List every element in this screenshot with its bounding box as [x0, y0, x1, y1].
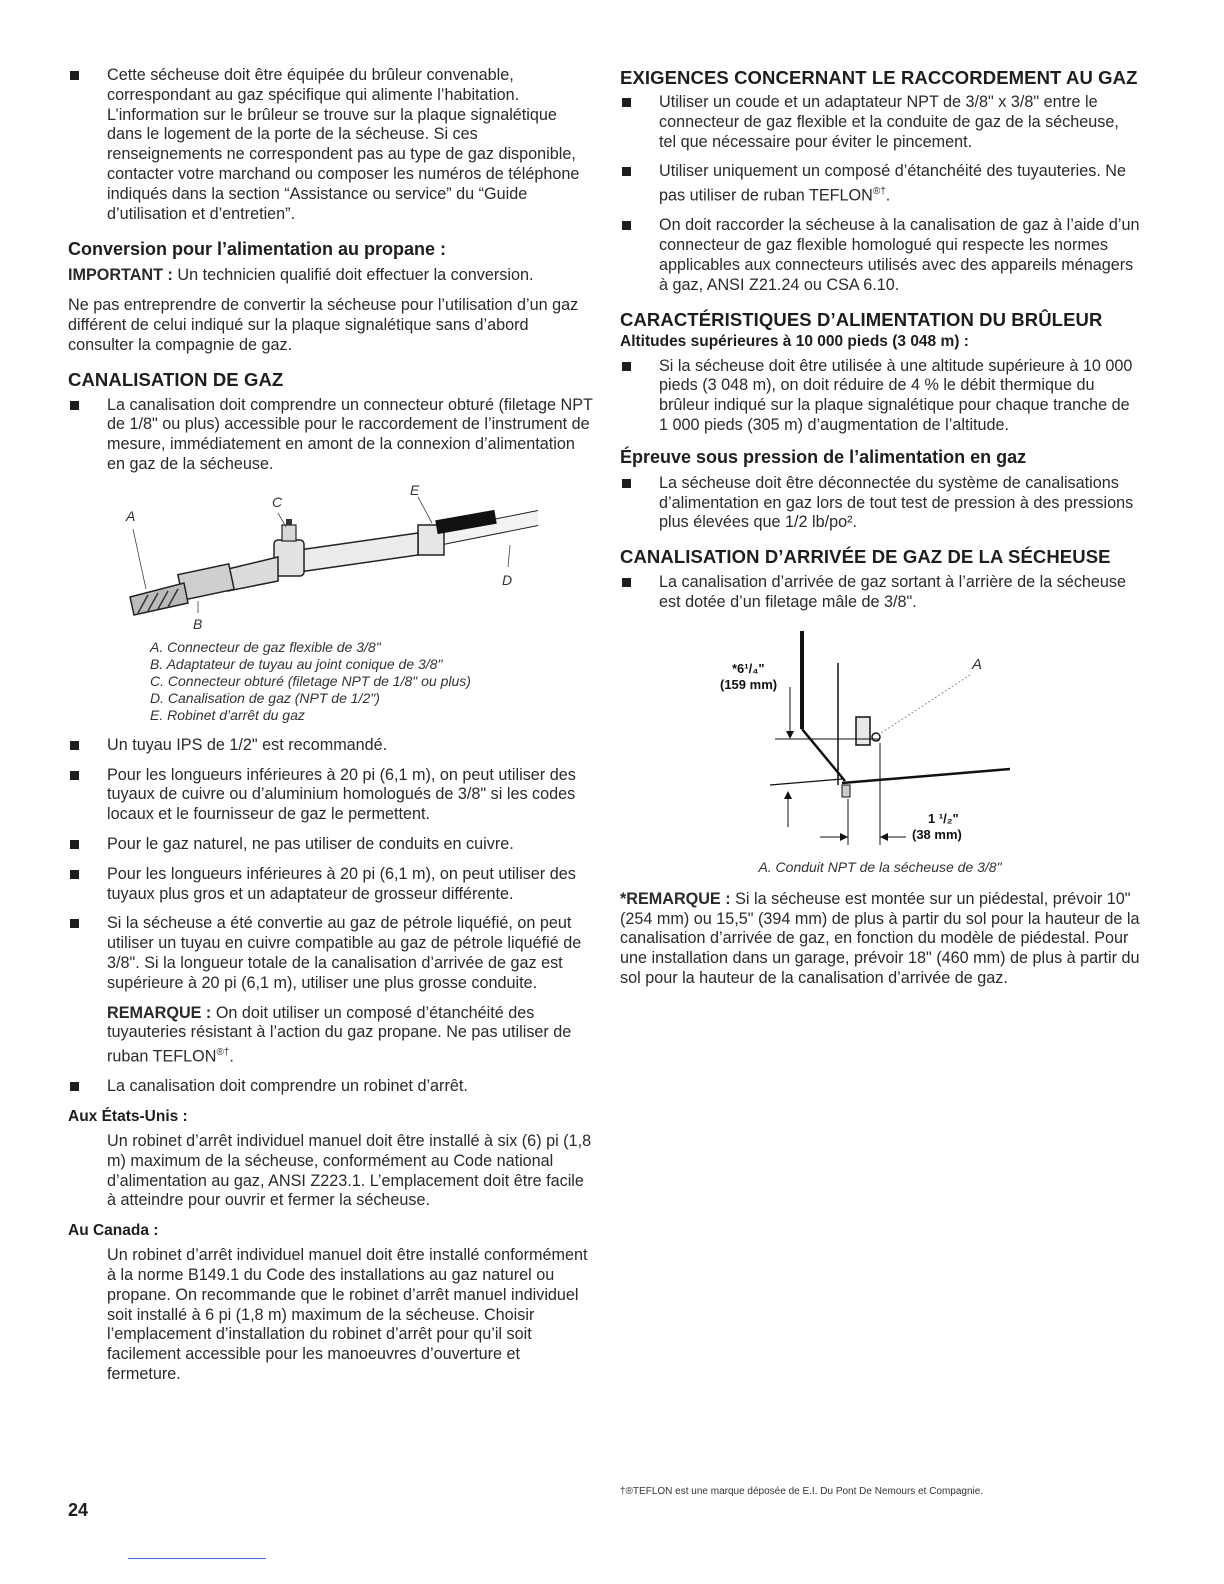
caption-e: E. Robinet d’arrêt du gaz — [150, 706, 305, 723]
dim-bottom-mm: (38 mm) — [912, 826, 962, 842]
exigences-bullet-2-end: . — [885, 186, 891, 205]
right-column — [620, 66, 1140, 989]
usa-paragraph: Un robinet d’arrêt individuel manuel doit être installé à six (6) pi (1,8 m) maximum de la sécheuse, conformément au Code national d’alimentation au gaz, ANSI Z223.1. L’emplacement doit être facile à atteindre pour ouvrir et fermer la sécheuse. — [107, 1132, 592, 1210]
remarque-text: On doit utiliser un composé d’étanchéité des tuyauteries résistant à l’action du gaz propane. Ne pas utiliser de ruban TEFLON — [107, 1003, 572, 1066]
arrivee-heading: CANALISATION D’ARRIVÉE DE GAZ DE LA SÉCHEUSE — [620, 546, 1111, 568]
canada-heading: Au Canada : — [68, 1222, 159, 1240]
teflon-mark: ®† — [216, 1047, 230, 1059]
remarque-note — [68, 1004, 593, 1068]
bottom-divider — [128, 1558, 266, 1559]
fig2-label-a: A — [972, 655, 983, 673]
canada-paragraph: Un robinet d’arrêt individuel manuel doit être installé conformément à la norme B149.1 du Code des installations au gaz naturel ou propane. On recommande que le robinet d’arrêt manuel individuel soit installé à 6 pi (1,8 m) maximum de la sécheuse. Choisir l’emplacement d’installation du robinet d’arrêt pour qu’il soit facilement accessible pour les manoeuvres d’ouverture et fermeture. — [107, 1246, 588, 1384]
remarque-end: . — [229, 1047, 234, 1066]
dryer-inlet-figure — [620, 623, 1140, 853]
bullet-ips: Un tuyau IPS de 1/2" est recommandé. — [68, 736, 593, 756]
bullet-larger-pipes: Pour les longueurs inférieures à 20 pi (6,1 m), on peut utiliser des tuyaux plus gros et un adaptateur de grosseur différente. — [68, 865, 593, 905]
arrivee-bullet: La canalisation d’arrivée de gaz sortant à l’arrière de la sécheuse est dotée d’un filetage mâle de 3/8". — [620, 573, 1140, 613]
dim-bottom-inches: 1 ¹/₂" — [928, 810, 959, 826]
caption-d: D. Canalisation de gaz (NPT de 1/2") — [150, 689, 380, 706]
propane-paragraph: Ne pas entreprendre de convertir la sécheuse pour l’utilisation d’un gaz différent de celui indiqué sur la plaque signalétique sans d’abord consulter la compagnie de gaz. — [68, 296, 579, 354]
epreuve-bullet: La sécheuse doit être déconnectée du système de canalisations d’alimentation en gaz lors de tout test de pression à des pressions plus élevées que 1/2 lb/po². — [620, 474, 1140, 533]
remarque-pedestal — [620, 890, 1140, 989]
caption-c: C. Connecteur obturé (filetage NPT de 1/8" ou plus) — [150, 672, 471, 689]
exigences-bullet-2-text: Utiliser uniquement un composé d’étanchéité des tuyauteries. Ne pas utiliser de ruban TEFLON — [659, 162, 1127, 205]
propane-heading: Conversion pour l’alimentation au propane : — [68, 239, 447, 260]
left-column — [68, 66, 593, 1385]
exigences-heading: EXIGENCES CONCERNANT LE RACCORDEMENT AU GAZ — [620, 67, 1138, 88]
bullet-lp-conversion: Si la sécheuse a été convertie au gaz de pétrole liquéfié, on peut utiliser un tuyau en cuivre compatible au gaz de pétrole liquéfié de 3/8". Si la longueur totale de la canalisation d’arrivée de gaz est supérieure à 20 pi (6,1 m), utiliser une plus grosse conduite. — [68, 914, 593, 993]
important-note — [68, 266, 593, 286]
caracteristiques-heading: CARACTÉRISTIQUES D’ALIMENTATION DU BRÛLEUR — [620, 308, 1103, 330]
gas-line-figure — [68, 485, 593, 635]
figure-label-e: E — [410, 484, 420, 498]
figure-label-c: C — [272, 493, 283, 510]
important-label: IMPORTANT : — [68, 266, 173, 285]
epreuve-heading: Épreuve sous pression de l’alimentation en gaz — [620, 446, 1027, 467]
fig2-caption: A. Conduit NPT de la sécheuse de 3/8" — [758, 858, 1002, 875]
remarque-pedestal-label: *REMARQUE : — [620, 889, 731, 908]
altitude-bullet: Si la sécheuse doit être utilisée à une altitude supérieure à 10 000 pieds (3 048 m), on doit réduire de 4 % le débit thermique du brûleur indiqué sur la plaque signalétique pour chaque tranche de 1 000 pieds (305 m) d’augmentation de l’altitude. — [620, 357, 1140, 436]
page-number: 24 — [68, 1500, 89, 1520]
caption-b: B. Adaptateur de tuyau au joint conique de 3/8" — [150, 655, 443, 672]
intro-bullet: Cette sécheuse doit être équipée du brûleur convenable, correspondant au gaz spécifique qui alimente l’habitation. L’information sur le brûleur se trouve sur la plaque signalétique dans le logement de la porte de la sécheuse. Si ces renseignements ne correspondent pas au type de gaz disponible, contacter votre marchand ou composer les numéros de téléphone indiqués dans la section “Assistance ou service” du “Guide d’utilisation et d’entretien”. — [68, 66, 593, 224]
canalisation-bullet: La canalisation doit comprendre un connecteur obturé (filetage NPT de 1/8" ou plus) accessible pour le raccordement de l’instrument de mesure, immédiatement en amont de la connexion d’alimentation en gaz de la sécheuse. — [68, 396, 593, 475]
bullet-copper-aluminum: Pour les longueurs inférieures à 20 pi (6,1 m), on peut utiliser des tuyaux de cuivre ou d’aluminium homologués de 3/8" si les codes locaux et le fournisseur de gaz le permettent. — [68, 766, 593, 825]
important-text: Un technicien qualifié doit effectuer la conversion. — [172, 266, 534, 285]
figure-captions — [68, 639, 593, 724]
remarque-label: REMARQUE : — [107, 1003, 212, 1022]
figure-label-a: A — [126, 507, 136, 524]
figure-label-d: D — [502, 571, 513, 588]
usa-heading: Aux États-Unis : — [68, 1108, 188, 1126]
dim-top-inches: *6¹/₄" — [732, 660, 765, 676]
remarque-pedestal-text: Si la sécheuse est montée sur un piédestal, prévoir 10" (254 mm) ou 15,5" (394 mm) de plus à partir du sol pour la hauteur de la canalisation d’arrivée de gaz, en fonction du modèle de piédestal. Pour une installation dans un garage, prévoir 18" (460 mm) de plus à partir du sol pour la hauteur de la canalisation d’arrivée de gaz. — [620, 889, 1140, 987]
teflon-mark-right: ®† — [872, 186, 886, 198]
teflon-footnote: †®TEFLON est une marque déposée de E.I. Du Pont De Nemours et Compagnie. — [620, 1486, 984, 1497]
exigences-bullet-3: On doit raccorder la sécheuse à la canalisation de gaz à l’aide d’un connecteur de gaz flexible homologué qui respecte les normes applicables aux connecteurs utilisés avec des appareils ménagers à gaz, ANSI Z21.24 ou CSA 6.10. — [620, 216, 1140, 295]
figure-label-b: B — [193, 615, 203, 632]
exigences-bullet-1: Utiliser un coude et un adaptateur NPT de 3/8" x 3/8" entre le connecteur de gaz flexible et la conduite de gaz de la sécheuse, tel que nécessaire pour éviter le pincement. — [620, 93, 1140, 152]
canalisation-heading: CANALISATION DE GAZ — [68, 368, 284, 390]
bullet-shutoff-valve: La canalisation doit comprendre un robinet d’arrêt. — [68, 1077, 593, 1097]
dim-top-mm: (159 mm) — [720, 676, 778, 692]
altitude-heading: Altitudes supérieures à 10 000 pieds (3 048 m) : — [620, 332, 969, 350]
exigences-bullet-2 — [620, 162, 1140, 206]
bullet-natural-gas: Pour le gaz naturel, ne pas utiliser de conduits en cuivre. — [68, 835, 593, 855]
caption-a: A. Connecteur de gaz flexible de 3/8" — [150, 638, 381, 655]
